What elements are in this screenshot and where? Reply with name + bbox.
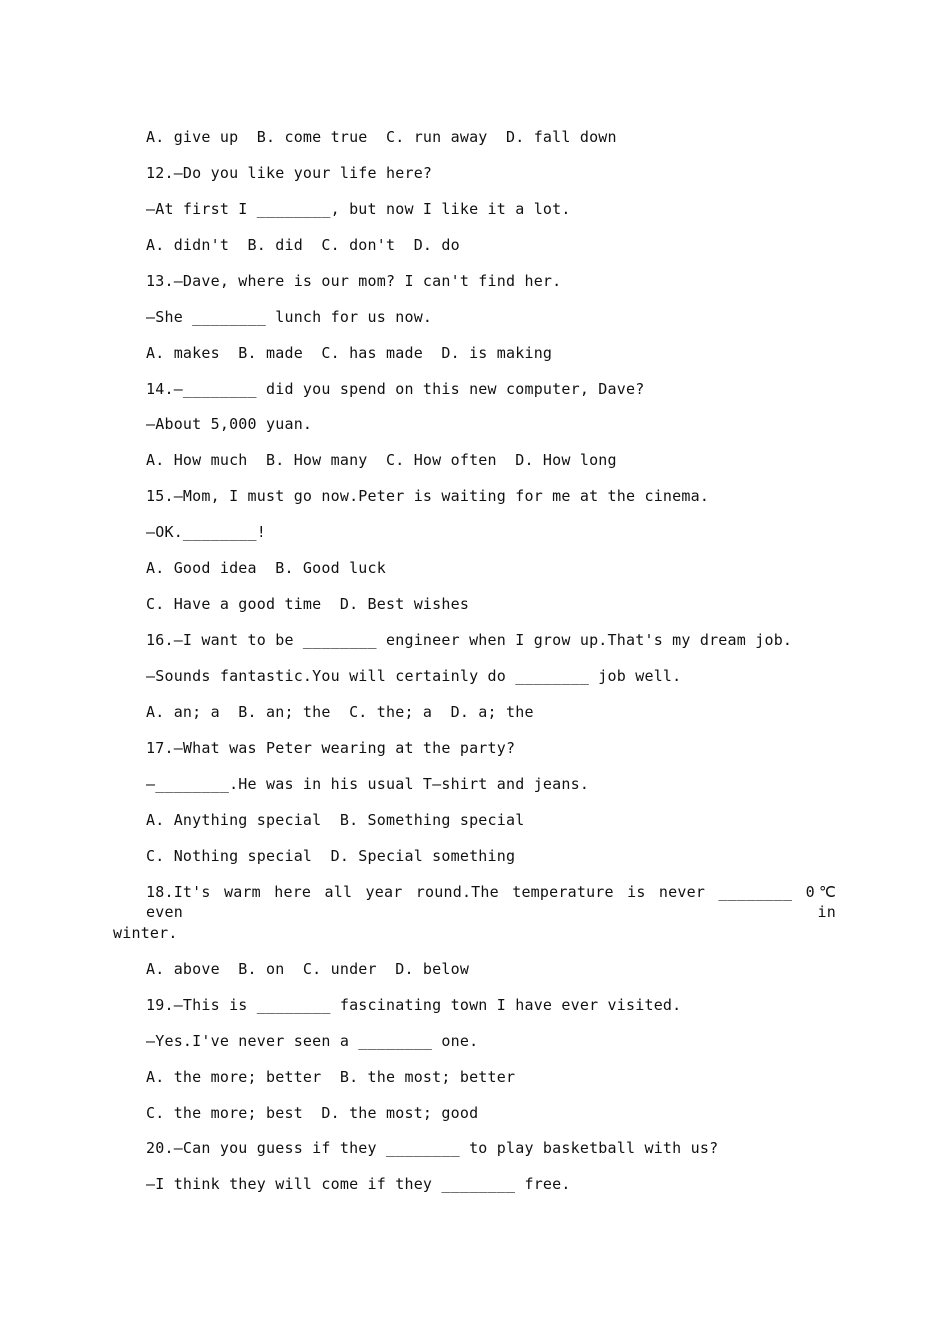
question-17-options-row-1: A. Anything special B. Something special (146, 811, 525, 829)
question-17-response: —________.He was in his usual T—shirt and jeans. (146, 775, 590, 793)
question-14-response: —About 5,000 yuan. (146, 415, 313, 433)
question-16-response: —Sounds fantastic.You will certainly do ________ job well. (146, 667, 682, 685)
question-11-options: A. give up B. come true C. run away D. fall down (146, 128, 617, 146)
question-15-options-row-2: C. Have a good time D. Best wishes (146, 595, 470, 613)
question-16-prompt: 16.—I want to be ________ engineer when I grow up.That's my dream job. (146, 631, 793, 649)
question-13-options: A. makes B. made C. has made D. is making (146, 344, 553, 362)
question-12-options: A. didn't B. did C. don't D. do (146, 236, 460, 254)
question-14-prompt: 14.—________ did you spend on this new computer, Dave? (146, 380, 645, 398)
question-19-options-row-1: A. the more; better B. the most; better (146, 1068, 516, 1086)
question-18-prompt-continued: winter. (113, 924, 178, 942)
question-12-response: —At first I ________, but now I like it a lot. (146, 200, 571, 218)
question-17-prompt: 17.—What was Peter wearing at the party? (146, 739, 516, 757)
question-18-prompt: 18.It's warm here all year round.The temperature is never ________ 0℃ even in (146, 883, 836, 921)
question-12-prompt: 12.—Do you like your life here? (146, 164, 433, 182)
question-19-options-row-2: C. the more; best D. the most; good (146, 1104, 479, 1122)
question-20-prompt: 20.—Can you guess if they ________ to play basketball with us? (146, 1139, 719, 1157)
question-13-prompt: 13.—Dave, where is our mom? I can't find her. (146, 272, 562, 290)
question-15-prompt: 15.—Mom, I must go now.Peter is waiting for me at the cinema. (146, 487, 710, 505)
question-17-options-row-2: C. Nothing special D. Special something (146, 847, 516, 865)
question-15-response: —OK.________! (146, 523, 266, 541)
question-20-response: —I think they will come if they ________ free. (146, 1175, 571, 1193)
question-19-prompt: 19.—This is ________ fascinating town I have ever visited. (146, 996, 682, 1014)
question-16-options: A. an; a B. an; the C. the; a D. a; the (146, 703, 534, 721)
question-18-options: A. above B. on C. under D. below (146, 960, 470, 978)
question-14-options: A. How much B. How many C. How often D. How long (146, 451, 617, 469)
question-13-response: —She ________ lunch for us now. (146, 308, 433, 326)
question-19-response: —Yes.I've never seen a ________ one. (146, 1032, 479, 1050)
question-15-options-row-1: A. Good idea B. Good luck (146, 559, 386, 577)
